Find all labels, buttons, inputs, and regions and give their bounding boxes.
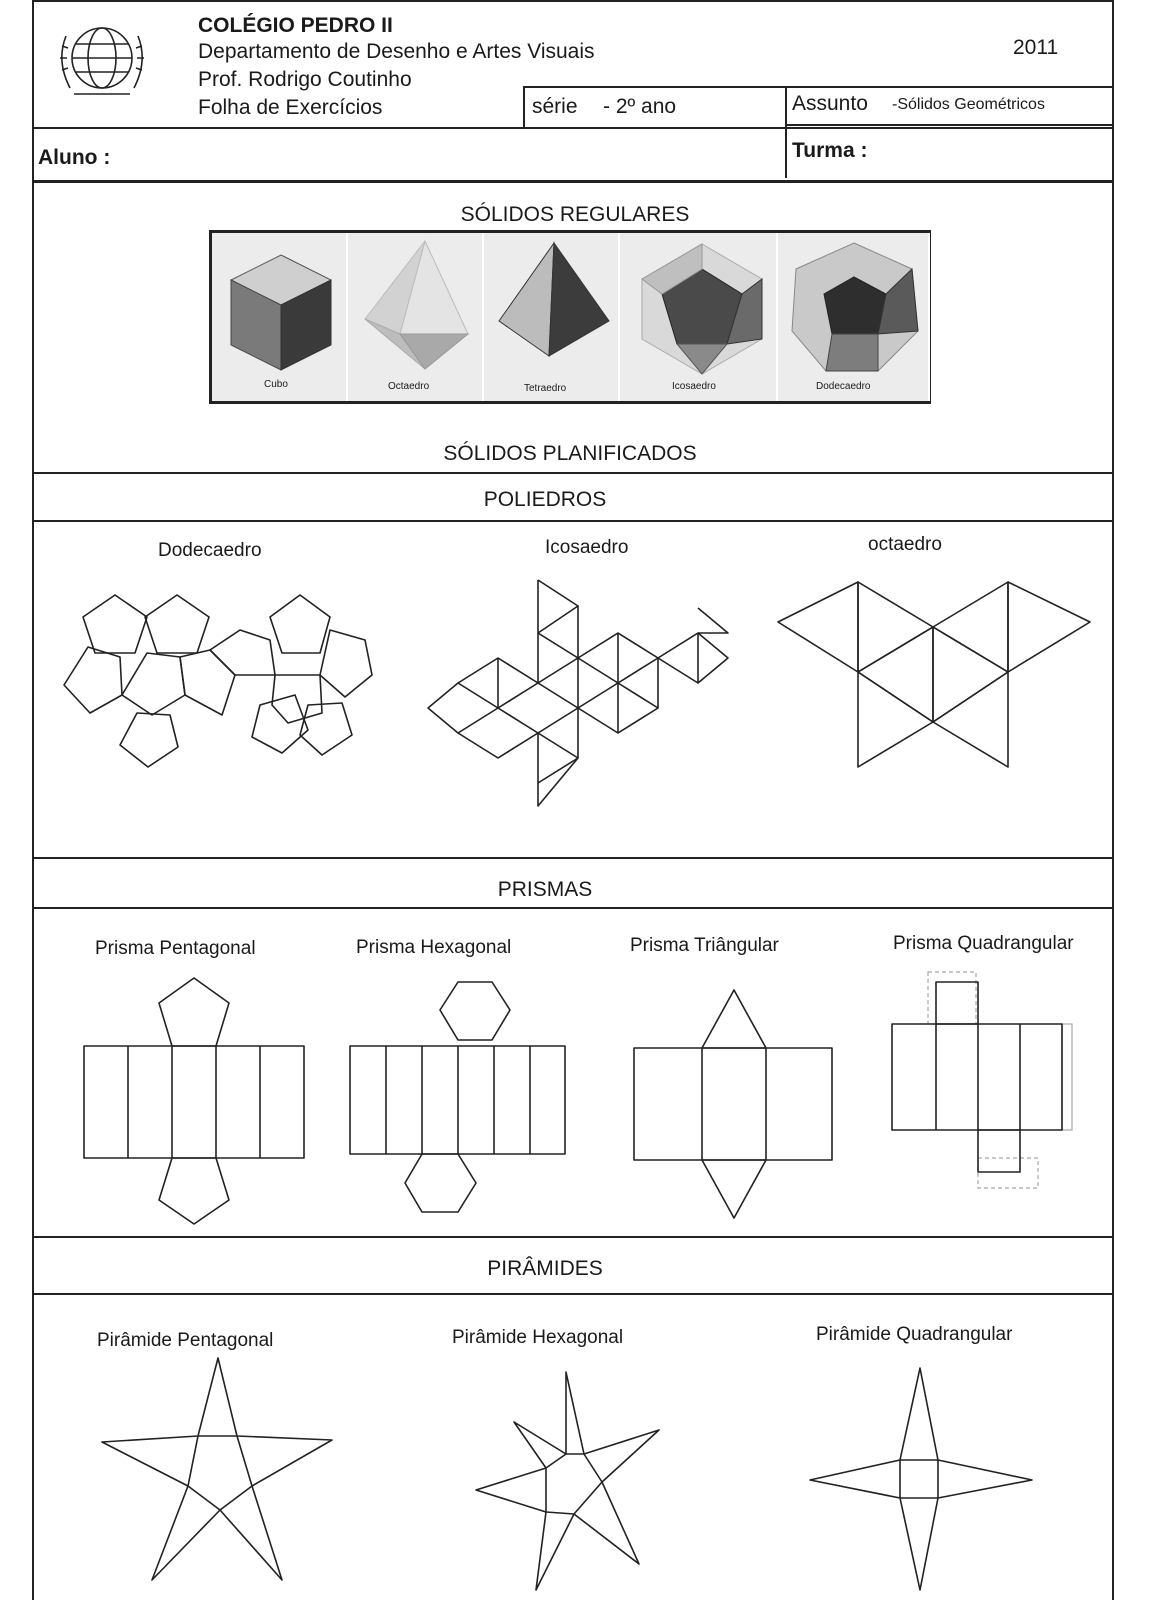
serie-label: série	[532, 95, 578, 118]
piramides-title: PIRÂMIDES	[487, 1257, 603, 1280]
piramides-bottom-line	[32, 1293, 1114, 1295]
icosahedron-net	[428, 578, 748, 808]
poliedros-bottom-line	[32, 520, 1114, 522]
tetrahedron-solid-image	[494, 241, 614, 381]
hexagonal-pyramid-net	[474, 1372, 674, 1592]
school-name: COLÉGIO PEDRO II	[198, 14, 393, 37]
school-seal-logo	[52, 16, 152, 106]
pentagonal-prism-net	[84, 978, 309, 1228]
octahedron-net	[778, 582, 1098, 772]
label-piramide-quadrangular: Pirâmide Quadrangular	[816, 1324, 1013, 1345]
label-icosaedro: Icosaedro	[672, 381, 716, 392]
quadrangular-prism-net	[890, 978, 1080, 1198]
prismas-title: PRISMAS	[497, 878, 593, 901]
label-prisma-quadrangular: Prisma Quadrangular	[893, 933, 1074, 954]
icosahedron-solid-image	[632, 239, 772, 379]
label-icosaedro-net: Icosaedro	[545, 537, 629, 558]
prismas-top-line	[32, 857, 1114, 859]
assunto-value: -Sólidos Geométricos	[892, 96, 1045, 113]
octahedron-solid-image	[360, 239, 470, 379]
year-label: 2011	[1013, 36, 1059, 59]
serie-value: - 2º ano	[603, 95, 677, 118]
aluno-row-line	[32, 127, 1114, 129]
sheet-title: Folha de Exercícios	[198, 96, 383, 119]
label-prisma-hexagonal: Prisma Hexagonal	[356, 937, 512, 958]
quadrangular-pyramid-net	[810, 1368, 1040, 1593]
dodecahedron-net	[60, 595, 390, 765]
label-dodecaedro-net: Dodecaedro	[158, 540, 262, 561]
aluno-label: Aluno :	[38, 146, 111, 169]
cube-solid-image	[226, 245, 336, 375]
poliedros-top-line	[32, 472, 1114, 474]
dodecahedron-solid-image	[786, 239, 922, 379]
piramides-top-line	[32, 1236, 1114, 1238]
assunto-label: Assunto	[792, 92, 868, 115]
frame-left	[32, 0, 34, 1600]
turma-label: Turma :	[792, 139, 868, 162]
label-dodecaedro: Dodecaedro	[816, 381, 871, 392]
label-prisma-pentagonal: Prisma Pentagonal	[95, 938, 256, 959]
header-bottom-line	[32, 180, 1114, 183]
label-piramide-pentagonal: Pirâmide Pentagonal	[97, 1330, 274, 1351]
header-row-line	[523, 86, 1114, 88]
department-name: Departamento de Desenho e Artes Visuais	[198, 40, 595, 63]
hexagonal-prism-net	[350, 980, 570, 1215]
regular-solids-photo-strip	[209, 230, 931, 404]
triangular-prism-net	[634, 988, 834, 1223]
poliedros-title: POLIEDROS	[483, 488, 607, 511]
prismas-bottom-line	[32, 907, 1114, 909]
serie-divider	[523, 86, 525, 128]
assunto-divider	[785, 86, 787, 178]
frame-top	[32, 0, 1114, 2]
regulares-title: SÓLIDOS REGULARES	[460, 203, 690, 226]
professor-name: Prof. Rodrigo Coutinho	[198, 68, 412, 91]
planificados-title: SÓLIDOS PLANIFICADOS	[443, 442, 697, 465]
label-cubo: Cubo	[264, 379, 288, 390]
label-tetraedro: Tetraedro	[524, 383, 567, 394]
label-prisma-triangular: Prisma Triângular	[630, 935, 779, 956]
turma-row-line	[785, 124, 1114, 126]
label-octaedro: Octaedro	[388, 381, 430, 392]
pentagonal-pyramid-net	[100, 1358, 340, 1598]
label-octaedro-net: octaedro	[868, 534, 942, 555]
label-piramide-hexagonal: Pirâmide Hexagonal	[452, 1327, 624, 1348]
frame-right	[1112, 0, 1114, 1600]
